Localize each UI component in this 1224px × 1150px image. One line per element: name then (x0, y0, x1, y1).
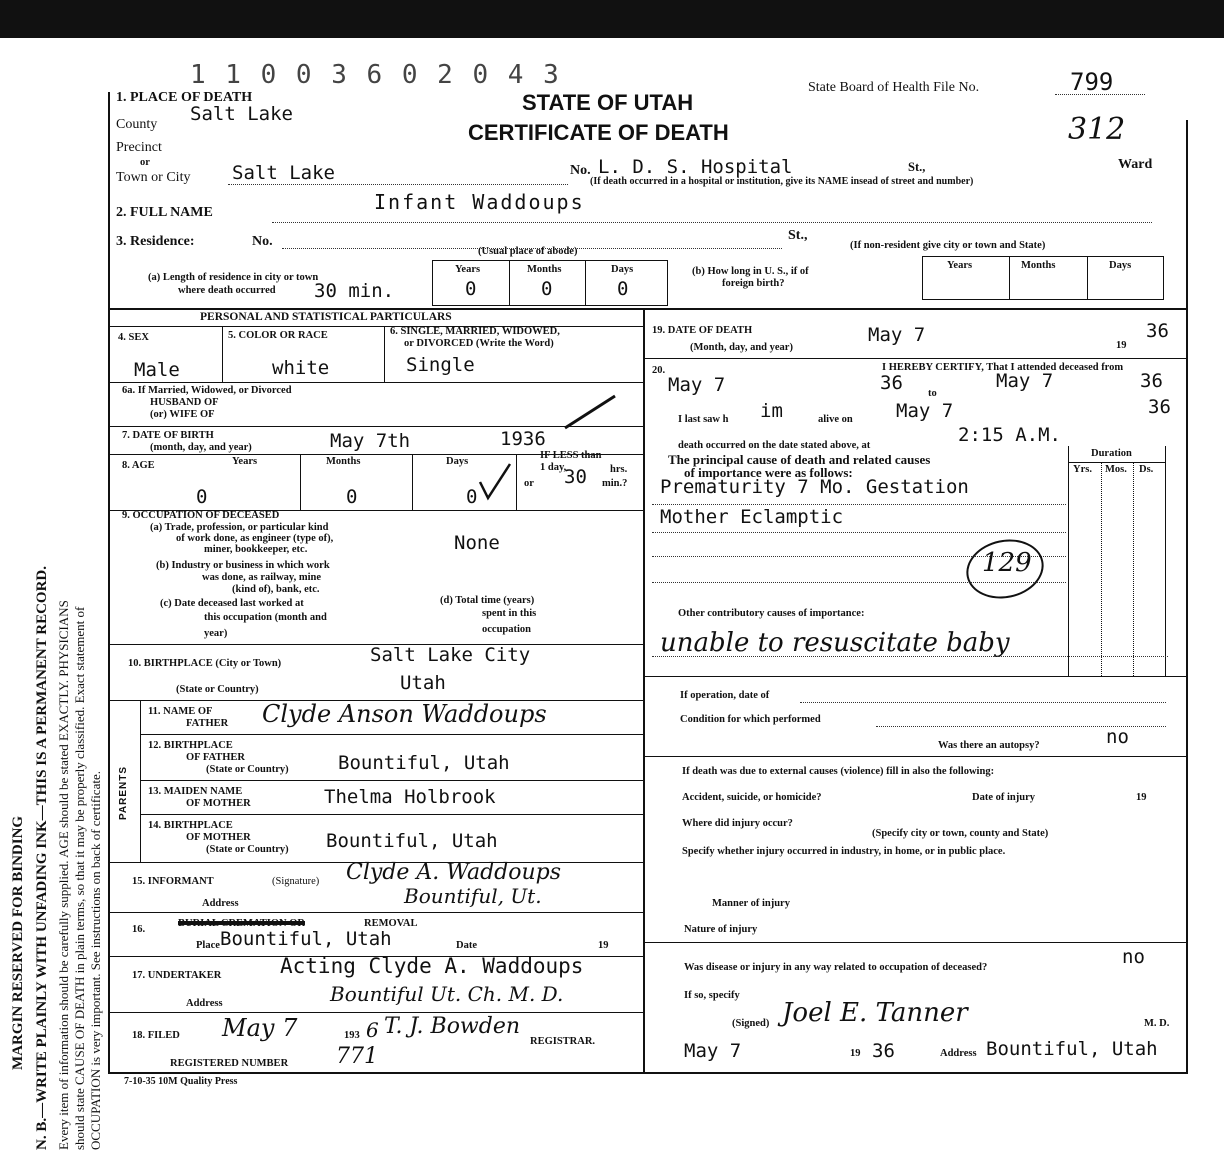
row-line (108, 912, 643, 913)
margin-binding-text: MARGIN RESERVED FOR BINDING (10, 815, 26, 1070)
undertaker-address: Bountiful Ut. Ch. M. D. (330, 982, 564, 1006)
document-title: CERTIFICATE OF DEATH (468, 120, 729, 145)
file-number: 799 (1070, 68, 1114, 96)
contributory-line (652, 656, 1168, 657)
duration-ds: Ds. (1139, 464, 1154, 475)
injury-where-label: Where did injury occur? (682, 818, 793, 829)
table-divider (1133, 462, 1135, 676)
us-days-header: Days (1109, 260, 1132, 271)
column-divider (643, 308, 645, 1072)
table-divider (509, 261, 510, 305)
alive-date: May 7 (896, 400, 954, 422)
autopsy-label: Was there an autopsy? (938, 740, 1040, 751)
us-residence-label: (b) How long in U. S., if of (692, 266, 809, 277)
occupation-a3: miner, bookkeeper, etc. (204, 544, 308, 555)
injury-date-label: Date of injury (972, 792, 1035, 803)
less-than-label2: 1 day, (540, 462, 567, 473)
death-year-prefix: 19 (1116, 340, 1127, 351)
mother-birthplace-label3: (State or Country) (206, 844, 289, 855)
margin-instructions (4, 150, 109, 1150)
signature-label: (Signature) (272, 876, 320, 887)
undertaker-address-label: Address (186, 998, 223, 1009)
attended-from: May 7 (668, 374, 726, 396)
row-line (108, 426, 643, 427)
us-residence-table (922, 256, 1164, 300)
birthplace-state-label: (State or Country) (176, 684, 259, 695)
attended-to-year: 36 (1140, 370, 1163, 392)
duration-mos: Mos. (1105, 464, 1127, 475)
certify-text: I HEREBY CERTIFY, That I attended deceased from (882, 362, 1124, 373)
age-days-label: Days (446, 456, 469, 467)
mother-birthplace-label2: OF MOTHER (186, 832, 251, 843)
days-header: Days (611, 264, 634, 275)
margin-age-text: Every item of information should be carefully supplied. AGE should be stated EXACTLY. PHYSICIANS (56, 600, 71, 1150)
scan-border (0, 0, 1224, 38)
form-right-border (1186, 120, 1188, 1072)
death-date-label: 19. DATE OF DEATH (652, 325, 753, 336)
us-residence-label2: foreign birth? (722, 278, 785, 289)
age-months-label: Months (326, 456, 361, 467)
marital-label2: or DIVORCED (Write the Word) (404, 338, 554, 349)
contributory-value: unable to resuscitate baby (660, 628, 1010, 658)
margin-cause-text: should state CAUSE OF DEATH in plain terms, so that it may be properly classified. Exact statement of (72, 606, 87, 1150)
color-value: white (272, 357, 330, 379)
dob-label: 7. DATE OF BIRTH (122, 430, 214, 441)
dob-label2: (month, day, and year) (150, 442, 252, 453)
row-line (516, 454, 517, 510)
cause-line (652, 532, 1066, 533)
table-divider (585, 261, 586, 305)
full-name-line (272, 222, 1152, 223)
occupation-b: (b) Industry or business in which work (156, 560, 330, 571)
form-left-border (108, 92, 110, 1072)
town-label: Town or City (116, 170, 191, 185)
last-saw-label: I last saw h (678, 414, 729, 425)
certify-number: 20. (652, 365, 666, 376)
father-name: Clyde Anson Waddoups (262, 700, 547, 728)
signed-date: May 7 (684, 1040, 742, 1062)
filed-label: 18. FILED (132, 1030, 180, 1041)
condition-label: Condition for which performed (680, 714, 821, 725)
father-birthplace-label3: (State or Country) (206, 764, 289, 775)
burial-place: Bountiful, Utah (220, 928, 392, 950)
signed-label: (Signed) (732, 1018, 770, 1029)
sex-value: Male (134, 359, 180, 381)
duration-yrs: Yrs. (1073, 464, 1092, 475)
row-line (643, 942, 1188, 943)
occupation-b3: (kind of), bank, etc. (232, 584, 320, 595)
to-label: to (928, 388, 937, 399)
years-header: Years (455, 264, 481, 275)
injury-specify-label: Specify whether injury occurred in industry, in home, or in public place. (682, 846, 1006, 857)
nature-label: Nature of injury (684, 924, 758, 935)
operation-label: If operation, date of (680, 690, 770, 701)
undertaker-name: Acting Clyde A. Waddoups (280, 954, 584, 978)
alive-year: 36 (1148, 396, 1171, 418)
occupation-c: (c) Date deceased last worked at (160, 598, 304, 609)
printer-mark: 7-10-35 10M Quality Press (124, 1076, 238, 1087)
residence-label: 3. Residence: (116, 234, 195, 249)
accident-label: Accident, suicide, or homicide? (682, 792, 822, 803)
file-number-line (1055, 94, 1145, 95)
father-birthplace-label2: OF FATHER (186, 752, 246, 763)
section-divider (108, 308, 1188, 310)
length-residence-value: 30 min. (314, 280, 395, 302)
hrs-label: hrs. (610, 464, 628, 475)
no-label: No. (570, 163, 591, 178)
residence-st-label: St., (788, 228, 808, 243)
hospital-value: L. D. S. Hospital (598, 156, 793, 178)
informant-label: 15. INFORMANT (132, 876, 214, 887)
parents-label: PARENTS (118, 765, 129, 820)
us-months-header: Months (1021, 260, 1056, 271)
attended-to: May 7 (996, 370, 1054, 392)
hospital-note: (If death occurred in a hospital or institution, give its NAME insead of street and number) (590, 176, 974, 187)
length-residence-table (432, 260, 668, 306)
registrar-signature: T. J. Bowden (384, 1014, 521, 1039)
duration-table (1068, 446, 1166, 676)
age-months-value: 0 (346, 486, 358, 508)
abode-note: (Usual place of abode) (478, 246, 578, 257)
time-label: death occurred on the date stated above, at (678, 440, 871, 451)
row-line (140, 780, 643, 781)
birthplace-label: 10. BIRTHPLACE (City or Town) (128, 658, 282, 669)
occupation-value: None (454, 532, 500, 554)
occupation-answer: no (1122, 946, 1145, 968)
row-line (108, 1012, 643, 1013)
table-divider (1009, 257, 1010, 299)
physician-address-label: Address (940, 1048, 977, 1059)
place-of-death-label: 1. PLACE OF DEATH (116, 90, 253, 105)
birthplace-state: Utah (400, 672, 446, 694)
dob-year: 1936 (500, 428, 546, 450)
row-line (412, 454, 413, 510)
occupation-a: (a) Trade, profession, or particular kind (150, 522, 329, 533)
precinct-label: Precinct (116, 140, 162, 155)
table-divider (1101, 462, 1103, 676)
signed-year-prefix: 19 (850, 1048, 861, 1059)
mother-label2: OF MOTHER (186, 798, 251, 809)
length-residence-label2: where death occurred (178, 285, 276, 296)
registrar-label: REGISTRAR. (530, 1036, 596, 1047)
dob-value: May 7th (330, 430, 411, 452)
contributory-label: Other contributory causes of importance: (678, 608, 865, 619)
margin-occupation-text: OCCUPATION is very important. See instructions on back of certificate. (88, 771, 103, 1150)
town-value: Salt Lake (232, 162, 335, 184)
residence-days: 0 (617, 278, 629, 300)
father-label: 11. NAME OF (148, 706, 213, 717)
manner-label: Manner of injury (712, 898, 790, 909)
filed-year-prefix: 193 (344, 1030, 360, 1041)
registered-number: 771 (336, 1044, 378, 1069)
signed-year: 36 (872, 1040, 895, 1062)
residence-no-label: No. (252, 234, 273, 249)
personal-section-title: PERSONAL AND STATISTICAL PARTICULARS (200, 311, 452, 323)
row-line (384, 326, 385, 382)
ward-label: Ward (1118, 157, 1153, 172)
informant-signature: Clyde A. Waddoups (346, 860, 562, 885)
town-line (228, 184, 568, 185)
row-line (140, 700, 141, 862)
spouse-label: 6a. If Married, Widowed, or Divorced (122, 385, 292, 396)
margin-unfading-ink-text: N. B.—WRITE PLAINLY WITH UNFADING INK—THIS IS A PERMANENT RECORD. (34, 566, 50, 1150)
duration-header: Duration (1091, 448, 1132, 459)
death-year: 36 (1146, 320, 1169, 342)
spouse-label2: HUSBAND OF (150, 397, 219, 408)
cause-line (652, 504, 1066, 505)
informant-address-label: Address (202, 898, 239, 909)
death-date-label2: (Month, day, and year) (690, 342, 793, 353)
minutes-value: 30 (564, 466, 587, 488)
certificate-number: 1 1 0 0 3 6 0 2 0 4 3 (190, 60, 561, 90)
row-line (643, 756, 1188, 757)
row-line (140, 734, 643, 735)
occupation-d: (d) Total time (years) (440, 595, 535, 606)
birthplace-city: Salt Lake City (370, 644, 531, 666)
father-birthplace-label: 12. BIRTHPLACE (148, 740, 233, 751)
color-label: 5. COLOR OR RACE (228, 330, 328, 341)
burial-struck-label: BURIAL CREMATION OR (178, 918, 305, 929)
if-so-label: If so, specify (684, 990, 740, 1001)
occupation-label: 9. OCCUPATION OF DECEASED (122, 510, 280, 521)
occupation-d3: occupation (482, 624, 532, 635)
registered-number-label: REGISTERED NUMBER (170, 1058, 289, 1069)
row-line (108, 382, 643, 383)
mother-name: Thelma Holbrook (324, 786, 496, 808)
occupation-a2: of work done, as engineer (type of), (176, 533, 334, 544)
age-years-value: 0 (196, 486, 208, 508)
min-label: min.? (602, 478, 628, 489)
residence-months: 0 (541, 278, 553, 300)
cause-label2: of importance were as follows: (684, 465, 853, 480)
death-time: 2:15 A.M. (958, 424, 1061, 446)
check-mark (476, 462, 516, 502)
operation-line (800, 702, 1166, 703)
father-birthplace: Bountiful, Utah (338, 752, 510, 774)
length-residence-label: (a) Length of residence in city or town (148, 272, 319, 283)
removal-label: REMOVAL (364, 918, 418, 929)
cause-primary: Prematurity 7 Mo. Gestation (660, 476, 969, 498)
burial-year-label: 19 (598, 940, 609, 951)
occupation-b2: was done, as railway, mine (202, 572, 322, 583)
or-min-label: or (524, 478, 534, 489)
external-causes-label: If death was due to external causes (violence) fill in also the following: (682, 766, 995, 777)
injury-year: 19 (1136, 792, 1147, 803)
occupation-question: Was disease or injury in any way related to occupation of deceased? (684, 962, 988, 973)
informant-address: Bountiful, Ut. (404, 884, 542, 908)
full-name-label: 2. FULL NAME (116, 205, 213, 220)
father-label2: FATHER (186, 718, 229, 729)
us-years-header: Years (947, 260, 973, 271)
occupation-c3: year) (204, 628, 228, 639)
table-divider (1069, 462, 1165, 463)
cause-label: The principal cause of death and related causes (668, 452, 931, 467)
autopsy-value: no (1106, 726, 1129, 748)
injury-where-note: (Specify city or town, county and State) (872, 828, 1049, 839)
table-divider (1087, 257, 1088, 299)
less-than-label: IF LESS than (540, 450, 602, 461)
row-line (643, 676, 1188, 677)
months-header: Months (527, 264, 562, 275)
burial-date-label: Date (456, 940, 477, 951)
marital-label: 6. SINGLE, MARRIED, WIDOWED, (390, 326, 560, 337)
row-line (643, 358, 1188, 359)
classification-code: 129 (982, 548, 1032, 578)
spouse-label3: (or) WIFE OF (150, 409, 215, 420)
state-title: STATE OF UTAH (522, 90, 694, 115)
physician-address: Bountiful, Utah (986, 1038, 1158, 1060)
last-saw-value: im (760, 400, 783, 422)
or-label: or (140, 157, 150, 168)
mother-birthplace: Bountiful, Utah (326, 830, 498, 852)
file-number-label: State Board of Health File No. (808, 80, 980, 95)
row-line (108, 326, 643, 327)
nonresident-note: (If non-resident give city or town and State) (850, 240, 1046, 251)
street-label: St., (908, 160, 926, 174)
row-line (300, 454, 301, 510)
attended-from-year: 36 (880, 372, 903, 394)
physician-signature: Joel E. Tanner (782, 998, 968, 1028)
md-label: M. D. (1144, 1018, 1170, 1029)
death-date: May 7 (868, 324, 926, 346)
burial-number: 16. (132, 924, 146, 935)
row-line (222, 326, 223, 382)
full-name-value: Infant Waddoups (374, 190, 585, 214)
alive-label: alive on (818, 414, 853, 425)
county-value: Salt Lake (190, 103, 293, 125)
form-bottom-border (108, 1072, 1188, 1074)
burial-place-label: Place (196, 940, 220, 951)
undertaker-label: 17. UNDERTAKER (132, 970, 222, 981)
registrar-number: 312 (1068, 112, 1126, 147)
marital-value: Single (406, 354, 475, 376)
occupation-c2: this occupation (month and (204, 612, 327, 623)
sex-label: 4. SEX (118, 332, 149, 343)
age-label: 8. AGE (122, 460, 155, 471)
occupation-d2: spent in this (482, 608, 537, 619)
county-label: County (116, 117, 158, 132)
age-years-label: Years (232, 456, 258, 467)
cause-secondary: Mother Eclamptic (660, 506, 844, 528)
row-line (140, 814, 643, 815)
filed-date: May 7 (222, 1014, 298, 1042)
residence-years: 0 (465, 278, 477, 300)
age-days-value: 0 (466, 486, 478, 508)
filed-year: 6 (366, 1018, 379, 1042)
mother-birthplace-label: 14. BIRTHPLACE (148, 820, 233, 831)
mother-label: 13. MAIDEN NAME (148, 786, 243, 797)
